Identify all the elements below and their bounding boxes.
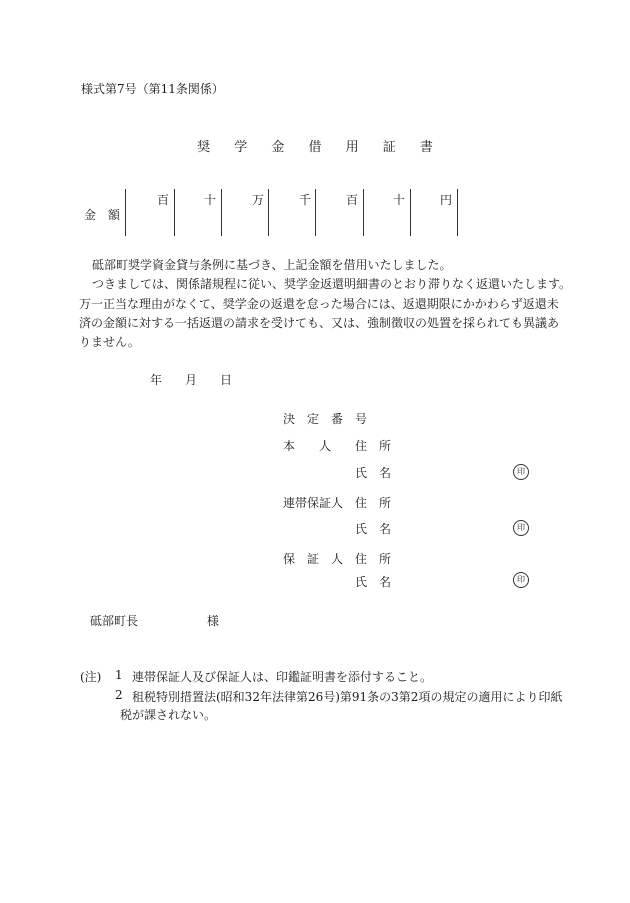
note-2-number: 2 xyxy=(115,688,123,702)
date-month: 月 xyxy=(185,373,198,387)
amount-unit-ten-million: 十 xyxy=(204,193,217,207)
note-1-text: 連帯保証人及び保証人は、印鑑証明書を添付すること。 xyxy=(132,670,433,684)
note-2-text-line-2: 税が課されない。 xyxy=(120,708,217,722)
amount-unit-hundred: 百 xyxy=(346,193,359,207)
date-line xyxy=(150,371,255,388)
notes-prefix: (注) xyxy=(80,670,102,684)
addressee-name: 砥部町長 xyxy=(90,614,139,628)
amount-cell-divider xyxy=(410,189,411,236)
note-1-number: 1 xyxy=(115,668,123,682)
amount-label: 金額 xyxy=(84,208,133,222)
note-2-text-line-1: 租税特別措置法(昭和32年法律第26号)第91条の3第2項の規定の適用により印紙 xyxy=(132,690,563,704)
joint-guarantor-name-label: 氏 名 xyxy=(355,522,392,536)
document-title: 奨 学 金 借 用 証 書 xyxy=(197,140,443,155)
amount-cell-divider xyxy=(174,189,175,236)
guarantor-name-label: 氏 名 xyxy=(355,575,392,589)
amount-unit-ten-thousand: 万 xyxy=(252,193,265,207)
paragraph-3-line-2: 済の金額に対する一括返還の請求を受けても、又は、強制徴収の処置を採られても異議あ xyxy=(79,316,560,330)
principal-name-label: 氏 名 xyxy=(355,466,392,480)
amount-unit-ten: 十 xyxy=(393,193,406,207)
paragraph-3-line-1: 万一正当な理由がなくて、奨学金の返還を怠った場合には、返還期限にかかわらず返還未 xyxy=(79,297,559,311)
paragraph-3-line-3: りません。 xyxy=(79,335,140,349)
guarantor-seal-icon: 印 xyxy=(513,572,529,588)
amount-unit-hundred-million: 百 xyxy=(157,193,170,207)
joint-guarantor-label: 連帯保証人 xyxy=(283,496,344,510)
date-day: 日 xyxy=(220,373,233,387)
date-year: 年 xyxy=(150,373,163,387)
amount-cell-divider xyxy=(221,189,222,236)
joint-guarantor-seal-icon: 印 xyxy=(513,520,529,536)
addressee-honorific: 様 xyxy=(207,614,220,628)
decision-number-label: 決 定 番 号 xyxy=(283,412,368,426)
guarantor-address-label: 住 所 xyxy=(355,552,392,566)
joint-guarantor-address-label: 住 所 xyxy=(355,496,392,510)
form-number: 様式第7号（第11条関係） xyxy=(81,82,224,96)
amount-unit-yen: 円 xyxy=(440,193,453,207)
amount-cell-divider xyxy=(268,189,269,236)
amount-cell-divider xyxy=(363,189,364,236)
amount-cell-divider xyxy=(315,189,316,236)
paragraph-1: 砥部町奨学資金貸与条例に基づき、上記金額を借用いたしました。 xyxy=(92,258,452,272)
guarantor-label: 保 証 人 xyxy=(283,552,344,566)
principal-label: 本 人 xyxy=(283,439,332,453)
amount-cell-divider xyxy=(125,189,126,236)
principal-seal-icon: 印 xyxy=(513,464,529,480)
amount-cell-divider xyxy=(457,189,458,236)
principal-address-label: 住 所 xyxy=(355,439,392,453)
amount-unit-thousand: 千 xyxy=(299,193,312,207)
paragraph-2: つきましては、関係諸規程に従い、奨学金返還明細書のとおり滞りなく返還いたします。 xyxy=(92,277,572,291)
